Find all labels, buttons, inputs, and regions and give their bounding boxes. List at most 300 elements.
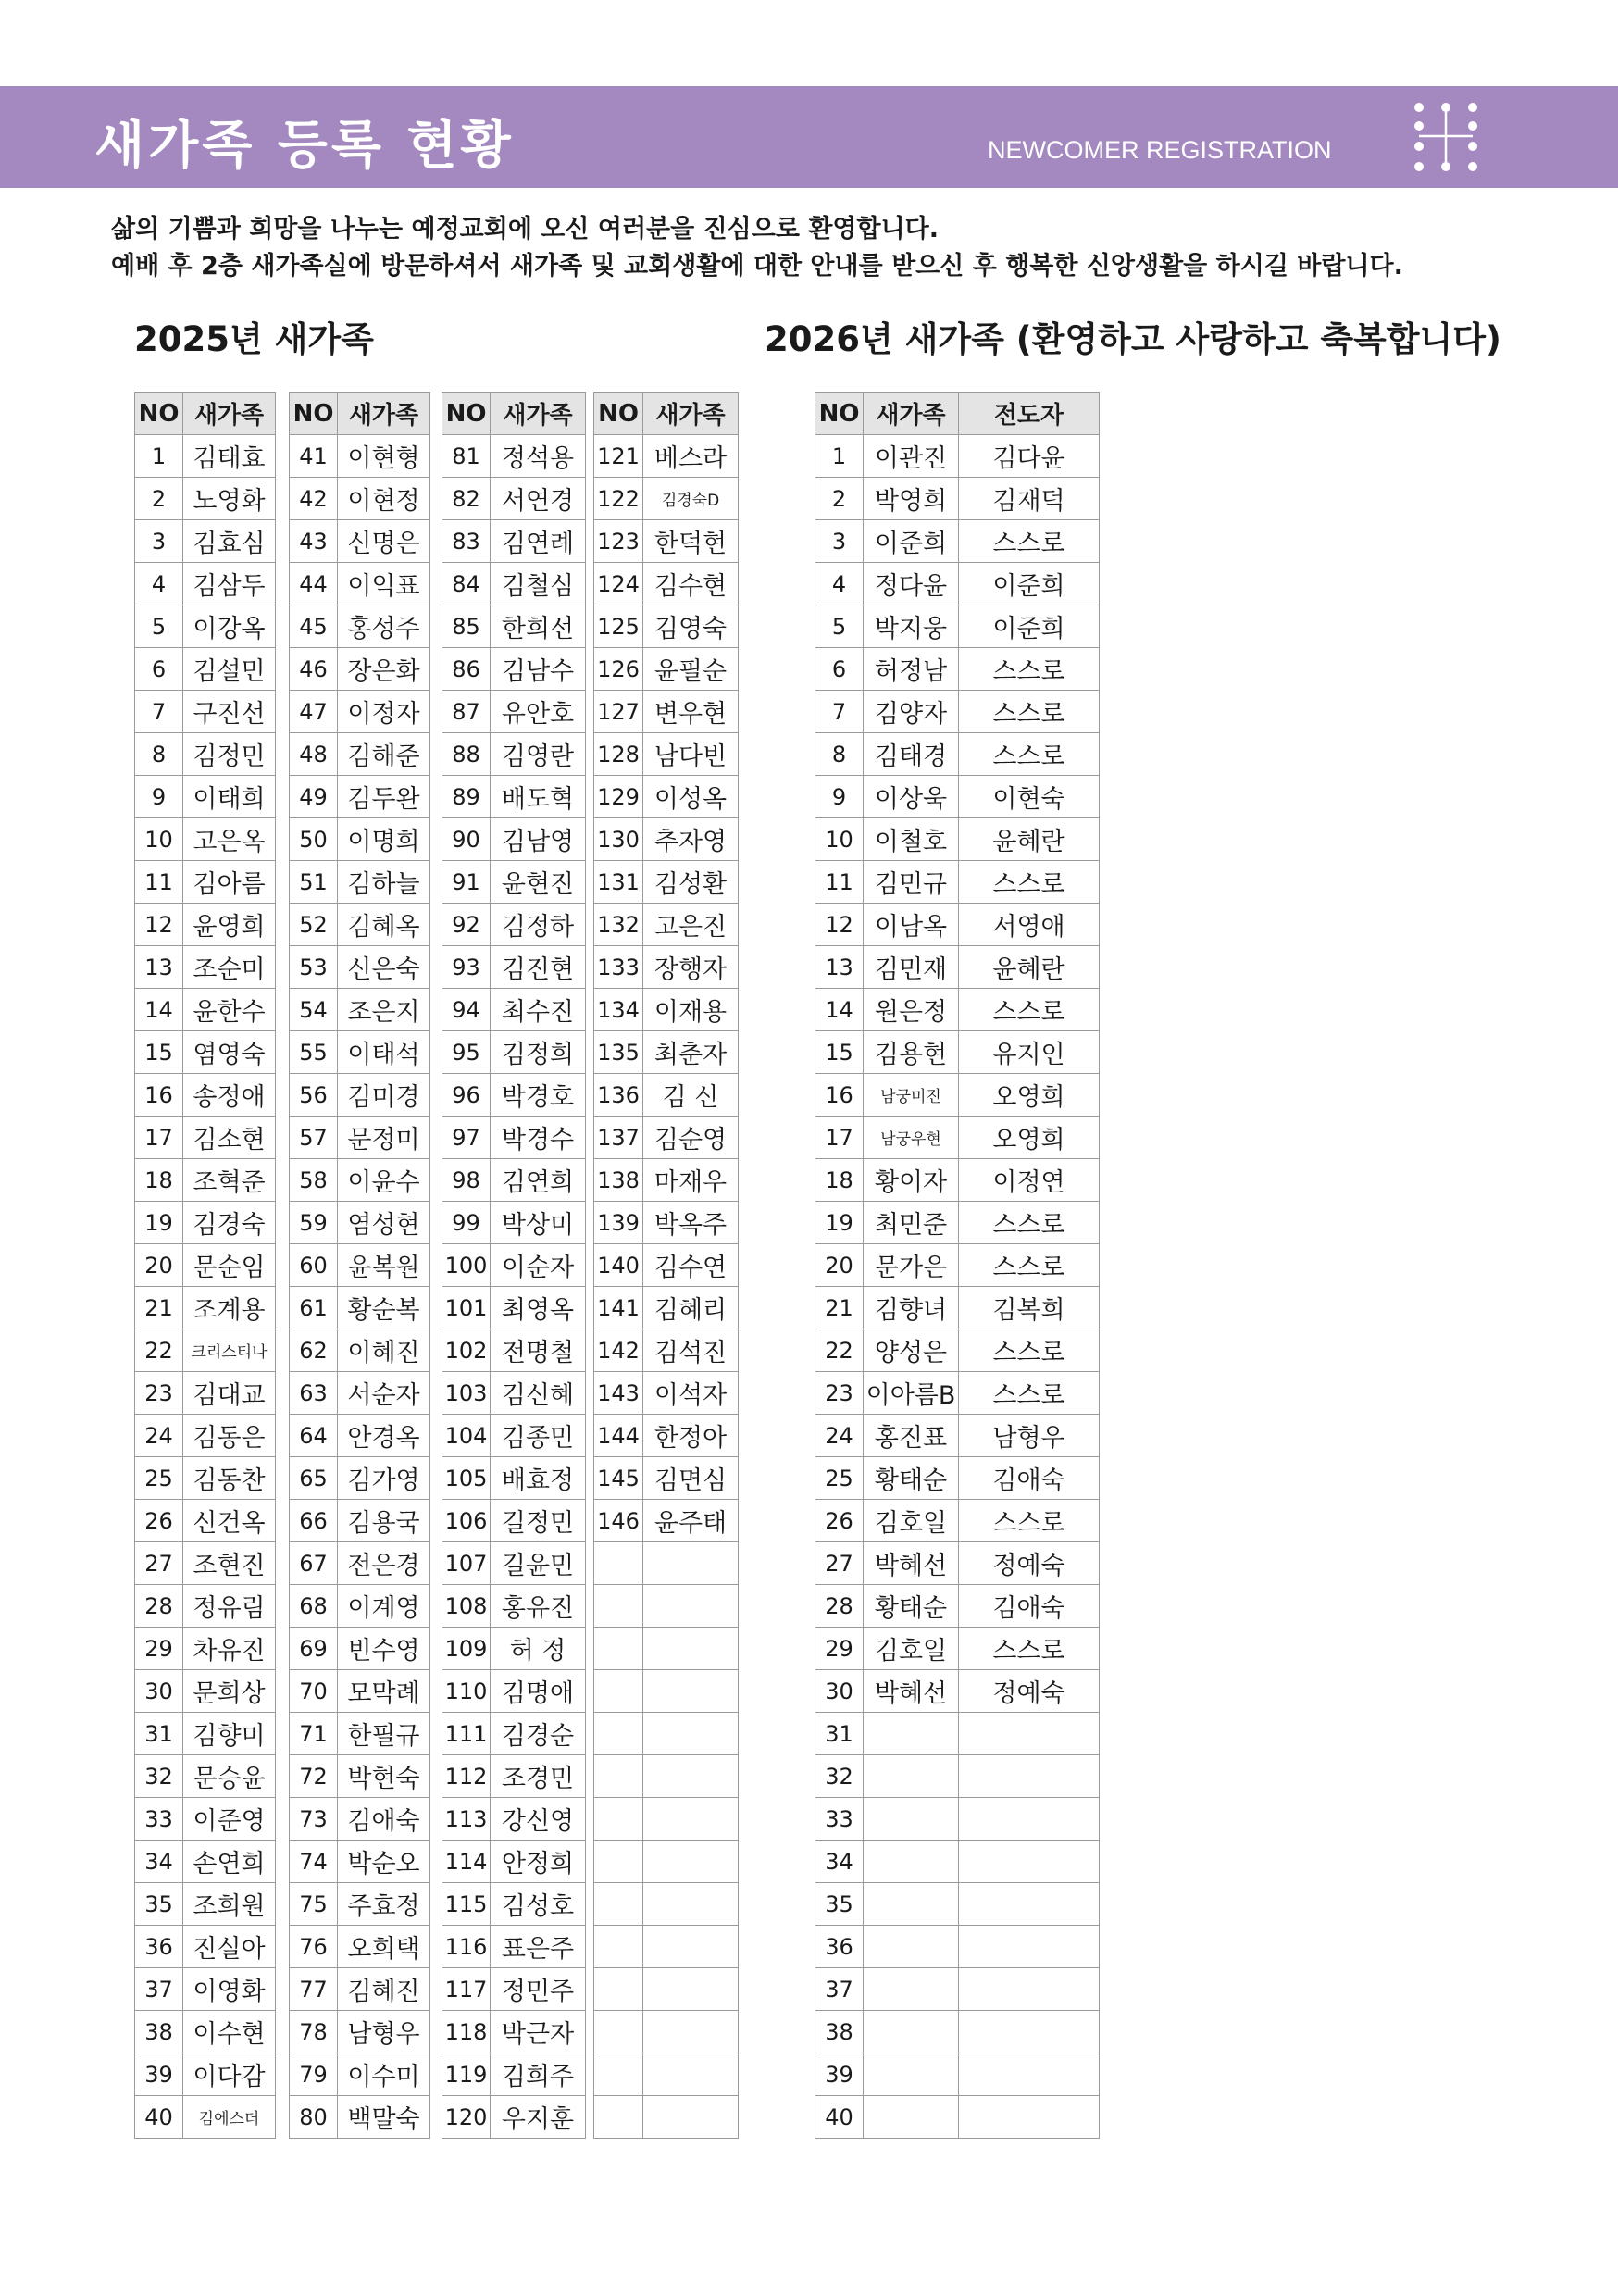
row-number: 98 bbox=[442, 1159, 491, 1202]
column-header-name: 새가족 bbox=[491, 393, 586, 435]
table-row bbox=[594, 648, 739, 691]
row-number: 30 bbox=[815, 1670, 864, 1713]
table-row bbox=[815, 1585, 1100, 1628]
row-number: 75 bbox=[290, 1883, 338, 1926]
newcomer-name: 김경순 bbox=[491, 1713, 586, 1755]
row-number: 74 bbox=[290, 1841, 338, 1883]
row-number: 44 bbox=[290, 563, 338, 605]
table-row bbox=[442, 1628, 586, 1670]
row-number: 144 bbox=[594, 1415, 643, 1457]
row-number: 114 bbox=[442, 1841, 491, 1883]
row-number: 28 bbox=[135, 1585, 183, 1628]
row-number: 21 bbox=[135, 1287, 183, 1329]
newcomer-name: 김수현 bbox=[643, 563, 739, 605]
newcomer-name: 이태석 bbox=[338, 1031, 430, 1074]
evangelist-name: 김복희 bbox=[959, 1287, 1100, 1329]
row-number: 119 bbox=[442, 2053, 491, 2096]
newcomer-name: 김효심 bbox=[183, 520, 276, 563]
table-row bbox=[594, 1968, 739, 2011]
newcomer-name: 김미경 bbox=[338, 1074, 430, 1117]
evangelist-name bbox=[959, 2053, 1100, 2096]
newcomer-name: 김혜옥 bbox=[338, 904, 430, 946]
row-number: 132 bbox=[594, 904, 643, 946]
evangelist-name: 이준희 bbox=[959, 563, 1100, 605]
newcomer-name: 전명철 bbox=[491, 1329, 586, 1372]
newcomer-name: 이순자 bbox=[491, 1244, 586, 1287]
table-row bbox=[815, 776, 1100, 818]
newcomer-name: 이계영 bbox=[338, 1585, 430, 1628]
newcomer-name: 김해준 bbox=[338, 733, 430, 776]
newcomer-name: 김혜진 bbox=[338, 1968, 430, 2011]
table-row bbox=[594, 904, 739, 946]
row-number: 129 bbox=[594, 776, 643, 818]
newcomer-name bbox=[643, 1798, 739, 1841]
newcomer-name: 남형우 bbox=[338, 2011, 430, 2053]
table-row bbox=[594, 1670, 739, 1713]
row-number: 14 bbox=[815, 989, 864, 1031]
table-row bbox=[594, 1755, 739, 1798]
newcomer-name: 김삼두 bbox=[183, 563, 276, 605]
row-number: 19 bbox=[815, 1202, 864, 1244]
newcomer-name: 정다윤 bbox=[864, 563, 959, 605]
newcomer-name: 최민준 bbox=[864, 1202, 959, 1244]
newcomer-name: 김태효 bbox=[183, 435, 276, 478]
newcomer-name: 서연경 bbox=[491, 478, 586, 520]
table-header-row bbox=[442, 393, 586, 435]
row-number: 100 bbox=[442, 1244, 491, 1287]
table-row bbox=[135, 2096, 276, 2139]
newcomer-name: 김에스더 bbox=[183, 2096, 276, 2139]
newcomer-name: 이강옥 bbox=[183, 605, 276, 648]
newcomer-name: 김남영 bbox=[491, 818, 586, 861]
row-number bbox=[594, 1755, 643, 1798]
table-row bbox=[135, 1500, 276, 1542]
row-number: 35 bbox=[135, 1883, 183, 1926]
newcomer-name: 김용국 bbox=[338, 1500, 430, 1542]
newcomer-name: 우지훈 bbox=[491, 2096, 586, 2139]
evangelist-name bbox=[959, 1755, 1100, 1798]
newcomer-name bbox=[864, 1883, 959, 1926]
table-row bbox=[442, 776, 586, 818]
table-row bbox=[290, 478, 430, 520]
newcomer-name: 양성은 bbox=[864, 1329, 959, 1372]
newcomer-name: 크리스티나 bbox=[183, 1329, 276, 1372]
evangelist-name: 김애숙 bbox=[959, 1585, 1100, 1628]
evangelist-name: 스스로 bbox=[959, 1202, 1100, 1244]
table-row bbox=[135, 1457, 276, 1500]
row-number: 145 bbox=[594, 1457, 643, 1500]
table-row bbox=[290, 435, 430, 478]
newcomer-name: 이영화 bbox=[183, 1968, 276, 2011]
table-row bbox=[290, 2011, 430, 2053]
evangelist-name: 김재덕 bbox=[959, 478, 1100, 520]
newcomer-name: 한정아 bbox=[643, 1415, 739, 1457]
row-number: 25 bbox=[815, 1457, 864, 1500]
newcomer-name bbox=[643, 1883, 739, 1926]
table-row bbox=[135, 435, 276, 478]
row-number: 30 bbox=[135, 1670, 183, 1713]
newcomer-name: 김민규 bbox=[864, 861, 959, 904]
table-row bbox=[442, 1457, 586, 1500]
table-row bbox=[135, 1287, 276, 1329]
table-row bbox=[290, 946, 430, 989]
row-number: 107 bbox=[442, 1542, 491, 1585]
row-number: 146 bbox=[594, 1500, 643, 1542]
table-row bbox=[594, 1287, 739, 1329]
newcomer-name: 문가은 bbox=[864, 1244, 959, 1287]
newcomer-name: 이혜진 bbox=[338, 1329, 430, 1372]
newcomer-name: 김두완 bbox=[338, 776, 430, 818]
newcomer-name: 김가영 bbox=[338, 1457, 430, 1500]
newcomer-name bbox=[643, 1713, 739, 1755]
newcomer-name bbox=[643, 2053, 739, 2096]
table-row bbox=[594, 1117, 739, 1159]
newcomer-name: 박옥주 bbox=[643, 1202, 739, 1244]
newcomer-name: 문희상 bbox=[183, 1670, 276, 1713]
row-number: 94 bbox=[442, 989, 491, 1031]
newcomer-name: 손연희 bbox=[183, 1841, 276, 1883]
table-row bbox=[594, 2053, 739, 2096]
row-number: 66 bbox=[290, 1500, 338, 1542]
row-number: 67 bbox=[290, 1542, 338, 1585]
row-number: 15 bbox=[815, 1031, 864, 1074]
row-number: 34 bbox=[135, 1841, 183, 1883]
table-row bbox=[815, 904, 1100, 946]
table-2026 bbox=[815, 392, 1100, 2139]
row-number: 63 bbox=[290, 1372, 338, 1415]
newcomer-name: 문승윤 bbox=[183, 1755, 276, 1798]
newcomer-name: 마재우 bbox=[643, 1159, 739, 1202]
newcomer-name bbox=[864, 1755, 959, 1798]
table-row bbox=[815, 1798, 1100, 1841]
newcomer-name: 김성호 bbox=[491, 1883, 586, 1926]
row-number: 59 bbox=[290, 1202, 338, 1244]
table-row bbox=[815, 1329, 1100, 1372]
table-row bbox=[815, 1117, 1100, 1159]
newcomer-name: 남궁미진 bbox=[864, 1074, 959, 1117]
table-row bbox=[815, 1031, 1100, 1074]
table-2025-4 bbox=[593, 392, 739, 2139]
row-number: 47 bbox=[290, 691, 338, 733]
row-number: 24 bbox=[815, 1415, 864, 1457]
row-number: 10 bbox=[815, 818, 864, 861]
evangelist-name: 스스로 bbox=[959, 520, 1100, 563]
evangelist-name bbox=[959, 1841, 1100, 1883]
row-number: 31 bbox=[135, 1713, 183, 1755]
newcomer-name: 한희선 bbox=[491, 605, 586, 648]
newcomer-name bbox=[643, 1542, 739, 1585]
table-row bbox=[442, 648, 586, 691]
table-row bbox=[135, 691, 276, 733]
row-number: 26 bbox=[815, 1500, 864, 1542]
table-row bbox=[442, 989, 586, 1031]
newcomer-name: 이현형 bbox=[338, 435, 430, 478]
newcomer-name: 윤현진 bbox=[491, 861, 586, 904]
newcomer-name: 조계용 bbox=[183, 1287, 276, 1329]
table-row bbox=[135, 478, 276, 520]
row-number: 39 bbox=[815, 2053, 864, 2096]
newcomer-name: 원은정 bbox=[864, 989, 959, 1031]
table-row bbox=[442, 1542, 586, 1585]
table-row bbox=[594, 1074, 739, 1117]
newcomer-name: 김향녀 bbox=[864, 1287, 959, 1329]
newcomer-name: 이명희 bbox=[338, 818, 430, 861]
row-number bbox=[594, 1841, 643, 1883]
table-row bbox=[135, 1159, 276, 1202]
table-row bbox=[442, 563, 586, 605]
table-row bbox=[135, 1329, 276, 1372]
table-row bbox=[290, 1202, 430, 1244]
table-row bbox=[290, 1372, 430, 1415]
evangelist-name: 정예숙 bbox=[959, 1542, 1100, 1585]
page-title: 새가족 등록 현황 bbox=[94, 116, 515, 176]
table-row bbox=[442, 1329, 586, 1372]
row-number: 81 bbox=[442, 435, 491, 478]
table-row bbox=[290, 733, 430, 776]
newcomer-name: 박순오 bbox=[338, 1841, 430, 1883]
table-row bbox=[815, 1074, 1100, 1117]
row-number: 46 bbox=[290, 648, 338, 691]
row-number: 12 bbox=[815, 904, 864, 946]
table-row bbox=[290, 989, 430, 1031]
row-number: 121 bbox=[594, 435, 643, 478]
table-row bbox=[290, 818, 430, 861]
row-number: 58 bbox=[290, 1159, 338, 1202]
table-row bbox=[135, 989, 276, 1031]
table-row bbox=[135, 2011, 276, 2053]
newcomer-name: 조경민 bbox=[491, 1755, 586, 1798]
table-row bbox=[594, 1883, 739, 1926]
table-row bbox=[815, 691, 1100, 733]
table-row bbox=[442, 2011, 586, 2053]
row-number: 33 bbox=[135, 1798, 183, 1841]
evangelist-name bbox=[959, 1883, 1100, 1926]
table-row bbox=[815, 1415, 1100, 1457]
newcomer-name: 김호일 bbox=[864, 1628, 959, 1670]
row-number: 122 bbox=[594, 478, 643, 520]
table-row bbox=[135, 733, 276, 776]
table-row bbox=[442, 1670, 586, 1713]
newcomer-name: 김명애 bbox=[491, 1670, 586, 1713]
row-number: 116 bbox=[442, 1926, 491, 1968]
row-number: 80 bbox=[290, 2096, 338, 2139]
table-row bbox=[135, 2053, 276, 2096]
row-number: 89 bbox=[442, 776, 491, 818]
newcomer-name: 김대교 bbox=[183, 1372, 276, 1415]
row-number: 112 bbox=[442, 1755, 491, 1798]
newcomer-name: 최수진 bbox=[491, 989, 586, 1031]
row-number: 15 bbox=[135, 1031, 183, 1074]
evangelist-name: 스스로 bbox=[959, 861, 1100, 904]
table-row bbox=[815, 1883, 1100, 1926]
row-number: 97 bbox=[442, 1117, 491, 1159]
row-number: 96 bbox=[442, 1074, 491, 1117]
row-number: 61 bbox=[290, 1287, 338, 1329]
row-number: 29 bbox=[815, 1628, 864, 1670]
table-row bbox=[442, 435, 586, 478]
table-row bbox=[135, 563, 276, 605]
newcomer-name: 김경숙D bbox=[643, 478, 739, 520]
row-number: 85 bbox=[442, 605, 491, 648]
table-row bbox=[135, 1031, 276, 1074]
row-number: 16 bbox=[815, 1074, 864, 1117]
table-row bbox=[135, 605, 276, 648]
newcomer-name: 윤주태 bbox=[643, 1500, 739, 1542]
row-number: 111 bbox=[442, 1713, 491, 1755]
table-row bbox=[135, 904, 276, 946]
table-row bbox=[290, 691, 430, 733]
table-row bbox=[135, 776, 276, 818]
evangelist-name: 스스로 bbox=[959, 1244, 1100, 1287]
row-number: 62 bbox=[290, 1329, 338, 1372]
newcomer-name bbox=[864, 2053, 959, 2096]
table-row bbox=[442, 1117, 586, 1159]
table-row bbox=[290, 648, 430, 691]
newcomer-name: 이태희 bbox=[183, 776, 276, 818]
evangelist-name: 유지인 bbox=[959, 1031, 1100, 1074]
table-row bbox=[135, 1585, 276, 1628]
evangelist-name: 김애숙 bbox=[959, 1457, 1100, 1500]
table-row bbox=[442, 1968, 586, 2011]
newcomer-name: 오희택 bbox=[338, 1926, 430, 1968]
newcomer-name: 이성옥 bbox=[643, 776, 739, 818]
evangelist-name bbox=[959, 2096, 1100, 2139]
newcomer-name bbox=[864, 1968, 959, 2011]
row-number: 65 bbox=[290, 1457, 338, 1500]
newcomer-name: 홍유진 bbox=[491, 1585, 586, 1628]
table-row bbox=[594, 691, 739, 733]
newcomer-name: 김성환 bbox=[643, 861, 739, 904]
table-row bbox=[594, 2011, 739, 2053]
row-number bbox=[594, 2096, 643, 2139]
table-row bbox=[594, 478, 739, 520]
table-row bbox=[594, 1202, 739, 1244]
newcomer-name: 이준희 bbox=[864, 520, 959, 563]
intro-text bbox=[111, 211, 1403, 285]
table-row bbox=[442, 1500, 586, 1542]
table-row bbox=[442, 1415, 586, 1457]
dot-grid-icon bbox=[1413, 101, 1479, 173]
table-row bbox=[815, 1244, 1100, 1287]
newcomer-name: 이아름B bbox=[864, 1372, 959, 1415]
row-number: 7 bbox=[815, 691, 864, 733]
newcomer-name: 김설민 bbox=[183, 648, 276, 691]
newcomer-name: 강신영 bbox=[491, 1798, 586, 1841]
row-number: 6 bbox=[815, 648, 864, 691]
row-number: 4 bbox=[815, 563, 864, 605]
newcomer-name: 이남옥 bbox=[864, 904, 959, 946]
table-row bbox=[290, 861, 430, 904]
table-row bbox=[135, 1755, 276, 1798]
newcomer-name: 이수현 bbox=[183, 2011, 276, 2053]
row-number bbox=[594, 1713, 643, 1755]
row-number: 22 bbox=[135, 1329, 183, 1372]
row-number: 138 bbox=[594, 1159, 643, 1202]
table-row bbox=[290, 1841, 430, 1883]
row-number: 1 bbox=[815, 435, 864, 478]
table-row bbox=[594, 776, 739, 818]
evangelist-name: 스스로 bbox=[959, 733, 1100, 776]
row-number: 51 bbox=[290, 861, 338, 904]
newcomer-name bbox=[864, 2011, 959, 2053]
newcomer-name: 고은옥 bbox=[183, 818, 276, 861]
newcomer-name: 정민주 bbox=[491, 1968, 586, 2011]
column-header-no: NO bbox=[594, 393, 643, 435]
table-row bbox=[135, 1968, 276, 2011]
table-row bbox=[815, 818, 1100, 861]
evangelist-name: 오영희 bbox=[959, 1074, 1100, 1117]
table-row bbox=[290, 605, 430, 648]
table-row bbox=[290, 1628, 430, 1670]
table-row bbox=[442, 2096, 586, 2139]
table-row bbox=[815, 946, 1100, 989]
table-row bbox=[290, 1542, 430, 1585]
row-number: 13 bbox=[815, 946, 864, 989]
newcomer-name: 허 정 bbox=[491, 1628, 586, 1670]
row-number: 21 bbox=[815, 1287, 864, 1329]
table-row bbox=[594, 1372, 739, 1415]
newcomer-name: 한덕현 bbox=[643, 520, 739, 563]
row-number: 43 bbox=[290, 520, 338, 563]
row-number: 25 bbox=[135, 1457, 183, 1500]
row-number: 82 bbox=[442, 478, 491, 520]
newcomer-name: 이석자 bbox=[643, 1372, 739, 1415]
newcomer-name: 백말숙 bbox=[338, 2096, 430, 2139]
row-number: 9 bbox=[815, 776, 864, 818]
table-row bbox=[290, 1287, 430, 1329]
table-row bbox=[442, 818, 586, 861]
row-number: 104 bbox=[442, 1415, 491, 1457]
table-row bbox=[815, 1926, 1100, 1968]
evangelist-name: 윤혜란 bbox=[959, 946, 1100, 989]
row-number: 45 bbox=[290, 605, 338, 648]
table-row bbox=[594, 605, 739, 648]
row-number: 22 bbox=[815, 1329, 864, 1372]
newcomer-name: 김호일 bbox=[864, 1500, 959, 1542]
row-number: 127 bbox=[594, 691, 643, 733]
table-row bbox=[594, 1031, 739, 1074]
table-row bbox=[290, 1159, 430, 1202]
newcomer-name bbox=[864, 1798, 959, 1841]
table-row bbox=[815, 1755, 1100, 1798]
evangelist-name bbox=[959, 2011, 1100, 2053]
newcomer-name: 김희주 bbox=[491, 2053, 586, 2096]
newcomer-name: 유안호 bbox=[491, 691, 586, 733]
newcomer-name: 최영옥 bbox=[491, 1287, 586, 1329]
table-row bbox=[135, 1542, 276, 1585]
newcomer-name: 황순복 bbox=[338, 1287, 430, 1329]
table-row bbox=[594, 989, 739, 1031]
table-row bbox=[442, 1926, 586, 1968]
table-row bbox=[815, 1841, 1100, 1883]
row-number: 12 bbox=[135, 904, 183, 946]
newcomer-name: 주효정 bbox=[338, 1883, 430, 1926]
row-number: 57 bbox=[290, 1117, 338, 1159]
column-header-name: 새가족 bbox=[183, 393, 276, 435]
row-number: 108 bbox=[442, 1585, 491, 1628]
table-row bbox=[442, 1841, 586, 1883]
table-row bbox=[594, 1542, 739, 1585]
newcomer-name: 김수연 bbox=[643, 1244, 739, 1287]
newcomer-name: 서순자 bbox=[338, 1372, 430, 1415]
table-row bbox=[135, 1628, 276, 1670]
table-row bbox=[815, 861, 1100, 904]
table-row bbox=[290, 776, 430, 818]
row-number: 128 bbox=[594, 733, 643, 776]
row-number: 19 bbox=[135, 1202, 183, 1244]
table-row bbox=[815, 2011, 1100, 2053]
newcomer-name bbox=[643, 1628, 739, 1670]
